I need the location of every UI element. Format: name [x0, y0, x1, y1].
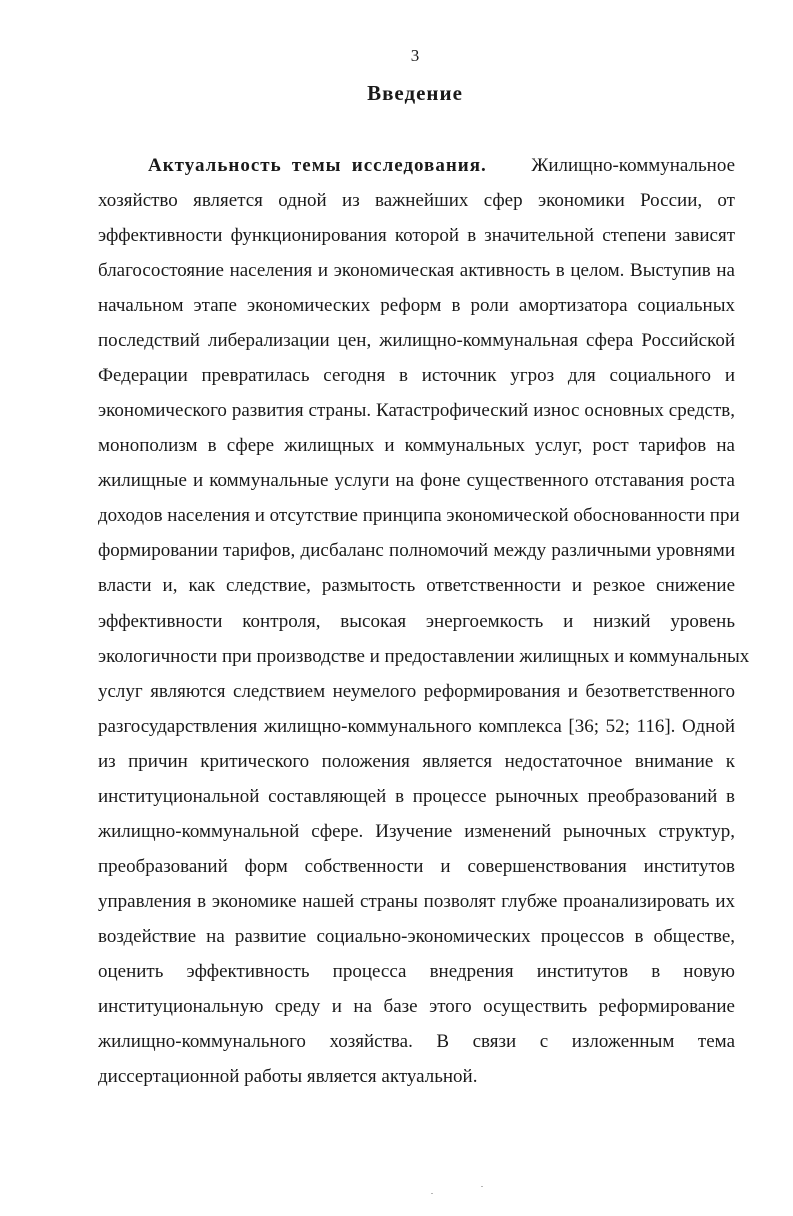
- text-line: экологичности при производстве и предоставлении жилищных и коммунальных: [98, 646, 750, 667]
- text-line: последствий либерализации цен, жилищно-коммунальная сфера Российской: [98, 330, 735, 351]
- text-line: разгосударствления жилищно-коммунального комплекса [36; 52; 116]. Одной: [98, 716, 735, 737]
- section-lead: Актуальность темы исследования.: [148, 155, 487, 176]
- text-line: эффективности контроля, высокая энергоемкость и низкий уровень: [98, 611, 735, 632]
- text-line: преобразований форм собственности и совершенствования институтов: [98, 856, 735, 877]
- scan-speck: [431, 1193, 433, 1194]
- text-line: начальном этапе экономических реформ в роли амортизатора социальных: [98, 295, 735, 316]
- text-line: воздействие на развитие социально-экономических процессов в обществе,: [98, 926, 735, 947]
- page-title: Введение: [367, 81, 463, 105]
- text-line: монополизм в сфере жилищных и коммунальных услуг, рост тарифов на: [98, 435, 735, 456]
- text-line: благосостояние населения и экономическая активность в целом. Выступив на: [98, 260, 735, 281]
- text-line: из причин критического положения является недостаточное внимание к: [98, 751, 735, 772]
- text-line-content: Жилищно-коммунальное: [531, 155, 736, 176]
- text-line: оценить эффективность процесса внедрения институтов в новую: [98, 961, 735, 982]
- text-line: жилищно-коммунальной сфере. Изучение изменений рыночных структур,: [98, 821, 735, 842]
- text-line: [148, 153, 735, 179]
- text-line: управления в экономике нашей страны позволят глубже проанализировать их: [98, 891, 735, 912]
- text-line: экономического развития страны. Катастрофический износ основных средств,: [98, 400, 735, 421]
- text-line: власти и, как следствие, размытость ответственности и резкое снижение: [98, 575, 735, 596]
- text-line: хозяйство является одной из важнейших сфер экономики России, от: [98, 190, 735, 211]
- text-line: доходов населения и отсутствие принципа экономической обоснованности при: [98, 505, 740, 526]
- text-line: Федерации превратилась сегодня в источник угроз для социального и: [98, 365, 735, 386]
- text-line: институциональной составляющей в процессе рыночных преобразований в: [98, 786, 735, 807]
- page-number: 3: [410, 46, 420, 65]
- scan-speck: [481, 1186, 483, 1187]
- text-line: жилищно-коммунального хозяйства. В связи с изложенным тема: [98, 1031, 735, 1052]
- text-line: диссертационной работы является актуальной.: [98, 1066, 478, 1087]
- text-line: эффективности функционирования которой в значительной степени зависят: [98, 225, 735, 246]
- text-line: институциональную среду и на базе этого осуществить реформирование: [98, 996, 735, 1017]
- text-line: формировании тарифов, дисбаланс полномочий между различными уровнями: [98, 540, 735, 561]
- text-line: жилищные и коммунальные услуги на фоне существенного отставания роста: [98, 470, 735, 491]
- text-line: услуг являются следствием неумелого реформирования и безответственного: [98, 681, 735, 702]
